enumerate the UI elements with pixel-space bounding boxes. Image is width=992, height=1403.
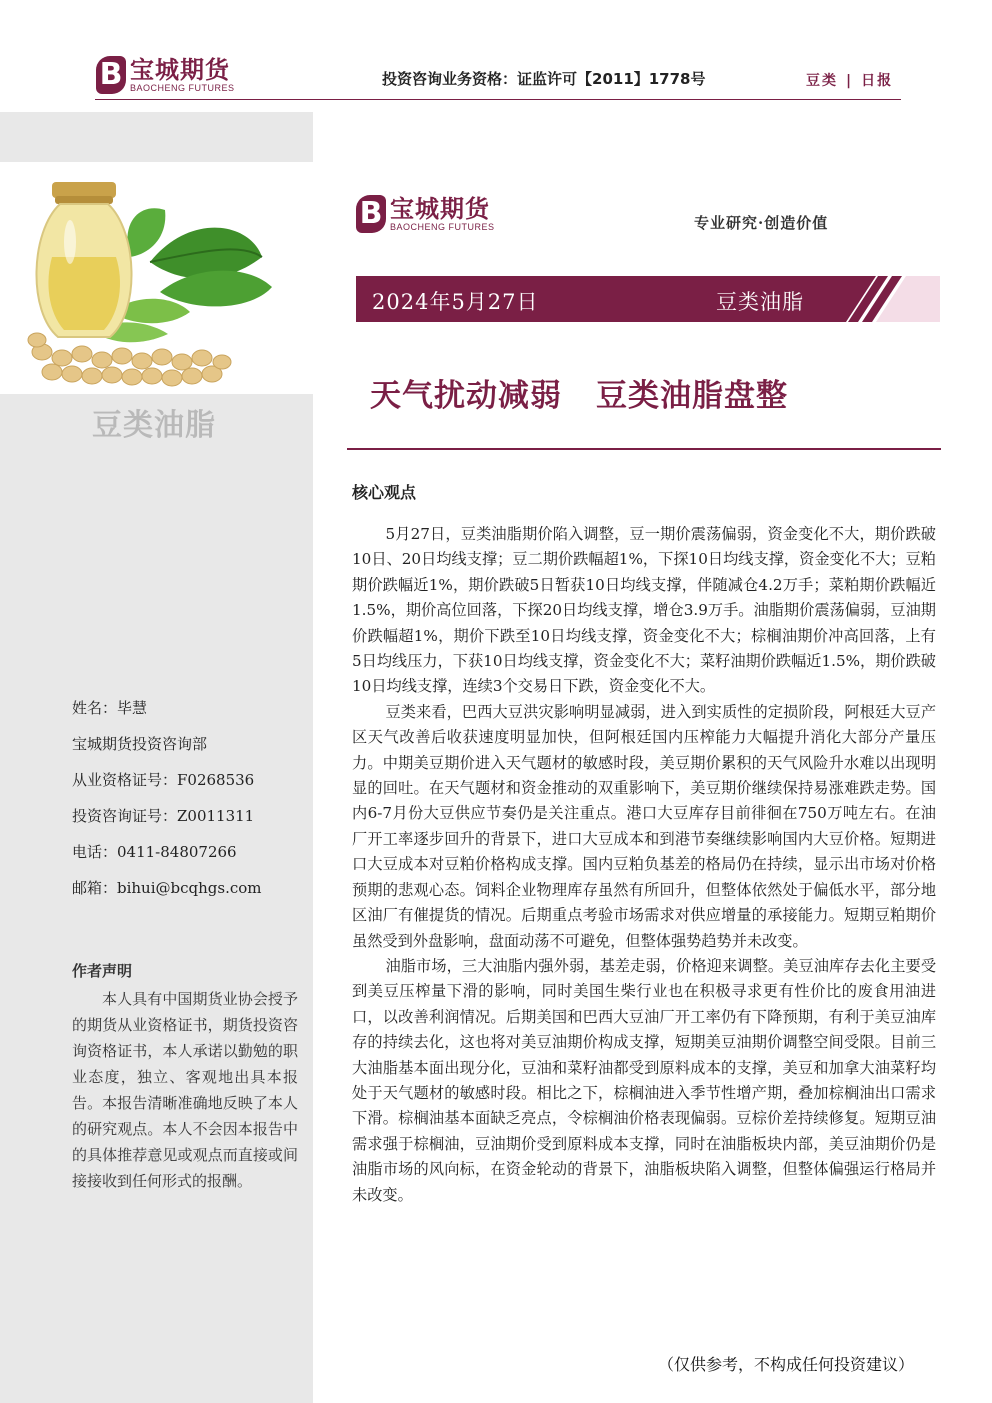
title-part-1: 天气扰动减弱 (370, 378, 562, 414)
header-logo (96, 56, 235, 94)
analyst-info (72, 690, 262, 906)
report-category: 豆类 (806, 73, 838, 89)
logo-b-icon: B (356, 195, 386, 233)
paragraph: 豆类来看，巴西大豆洪灾影响明显减弱，进入到实质性的定损阶段，阿根廷大豆产区天气改善后收获速度明显加快，但阿根廷国内压榨能力大幅提升消化大部分产量压力。中期美豆期价进入天气题材的敏感时段，美豆期价累积的天气风险升水难以出现明显的回吐。在天气题材和资金推动的双重影响下，美豆期价继续保持易涨难跌走势。国内6-7月份大豆供应节奏仍是关注重点。港口大豆库存目前徘徊在750万吨左右。在油厂开工率逐步回升的背景下，进口大豆成本和到港节奏继续影响国内大豆价格。短期进口大豆成本对豆粕价格构成支撑。国内豆粕负基差的格局仍在持续，显示出市场对价格预期的悲观心态。饲料企业物理库存虽然有所回升，但整体依然处于偏低水平，部分地区油厂有催提货的情况。后期重点考验市场需求对供应增量的承接能力。短期豆粕期价虽然受到外盘影响，盘面动荡不可避免，但整体强势趋势并未改变。 (352, 702, 936, 950)
analyst-consult-no: 投资咨询证号：Z0011311 (72, 807, 255, 825)
license-text: 投资咨询业务资格：证监许可【2011】1778号 (382, 70, 706, 88)
header-divider (95, 99, 901, 100)
sidebar (0, 112, 313, 1403)
report-date: 2024年5月27日 (372, 290, 539, 314)
logo-b-icon: B (96, 56, 126, 94)
slogan: 专业研究·创造价值 (694, 214, 829, 232)
soybean-oil-photo (0, 162, 313, 394)
logo-name-en: BAOCHENG FUTURES (390, 222, 495, 232)
analyst-department: 宝城期货投资咨询部 (72, 735, 208, 753)
section-title: 核心观点 (352, 483, 417, 502)
declaration-title: 作者声明 (72, 962, 133, 980)
report-tag: 豆类 | 日报 (806, 73, 894, 89)
page-header (0, 0, 992, 112)
analyst-phone: 电话：0411-84807266 (72, 843, 237, 861)
analyst-email: 邮箱：bihui@bcqhgs.com (72, 879, 262, 897)
soybean-oil-illustration (0, 162, 313, 394)
report-type: 日报 (861, 73, 894, 89)
declaration-text: 本人具有中国期货业协会授予的期货从业资格证书，期货投资咨询资格证书，本人承诺以勤勉的职业态度，独立、客观地出具本报告。本报告清晰准确地反映了本人的研究观点。本人不会因本报告中的具体推荐意见或观点而直接或间接接收到任何形式的报酬。 (72, 990, 298, 1190)
disclaimer-note: （仅供参考，不构成任何投资建议） (658, 1355, 915, 1374)
sidebar-topic: 豆类油脂 (92, 408, 216, 443)
logo-name-en: BAOCHENG FUTURES (130, 83, 235, 93)
analyst-name: 姓名：毕慧 (72, 699, 148, 717)
report-body (352, 522, 936, 1208)
report-title (356, 370, 940, 415)
title-divider (347, 448, 941, 450)
main-logo (356, 195, 495, 233)
paragraph: 油脂市场，三大油脂内强外弱，基差走弱，价格迎来调整。美豆油库存去化主要受到美豆压榨量下滑的影响，同时美国生柴行业也在积极寻求更有性价比的废食用油进口，以改善利润情况。后期美国和巴西大豆油厂开工率仍有下降预期，有利于美豆油库存的持续去化，这也将对美豆油期价构成支撑，短期美豆油期价调整空间受限。目前三大油脂基本面出现分化，豆油和菜籽油都受到原料成本的支撑，美豆和加拿大油菜籽均处于天气题材的敏感时段。相比之下，棕榈油进入季节性增产期，叠加棕榈油出口需求下滑。棕榈油基本面缺乏亮点，令棕榈油价格表现偏弱。豆棕价差持续修复。短期豆油需求强于棕榈油，豆油期价受到原料成本支撑，同时在油脂板块内部，美豆油期价仍是油脂市场的风向标，在资金轮动的背景下，油脂板块陷入调整，但整体偏强运行格局并未改变。 (352, 956, 936, 1204)
logo-name-cn: 宝城期货 (390, 195, 490, 223)
paragraph: 5月27日，豆类油脂期价陷入调整，豆一期价震荡偏弱，资金变化不大，期价跌破10日、20日均线支撑；豆二期价跌幅超1%，下探10日均线支撑，资金变化不大；豆粕期价跌幅近1%，期价跌破5日暂获10日均线支撑，伴随减仓4.2万手；菜粕期价跌幅近1.5%，期价高位回落，下探20日均线支撑，增仓3.9万手。油脂期价震荡偏弱，豆油期价跌幅超1%，期价下跌至10日均线支撑，资金变化不大；棕榈油期价冲高回落，上有5日均线压力，下获10日均线支撑，资金变化不大；菜籽油期价跌幅近1.5%，期价跌破10日均线支撑，连续3个交易日下跌，资金变化不大。 (352, 525, 936, 696)
analyst-license: 从业资格证号：F0268536 (72, 771, 255, 789)
logo-name-cn: 宝城期货 (130, 56, 230, 84)
title-part-2: 豆类油脂盘整 (596, 378, 788, 414)
banner-category: 豆类油脂 (716, 290, 804, 314)
